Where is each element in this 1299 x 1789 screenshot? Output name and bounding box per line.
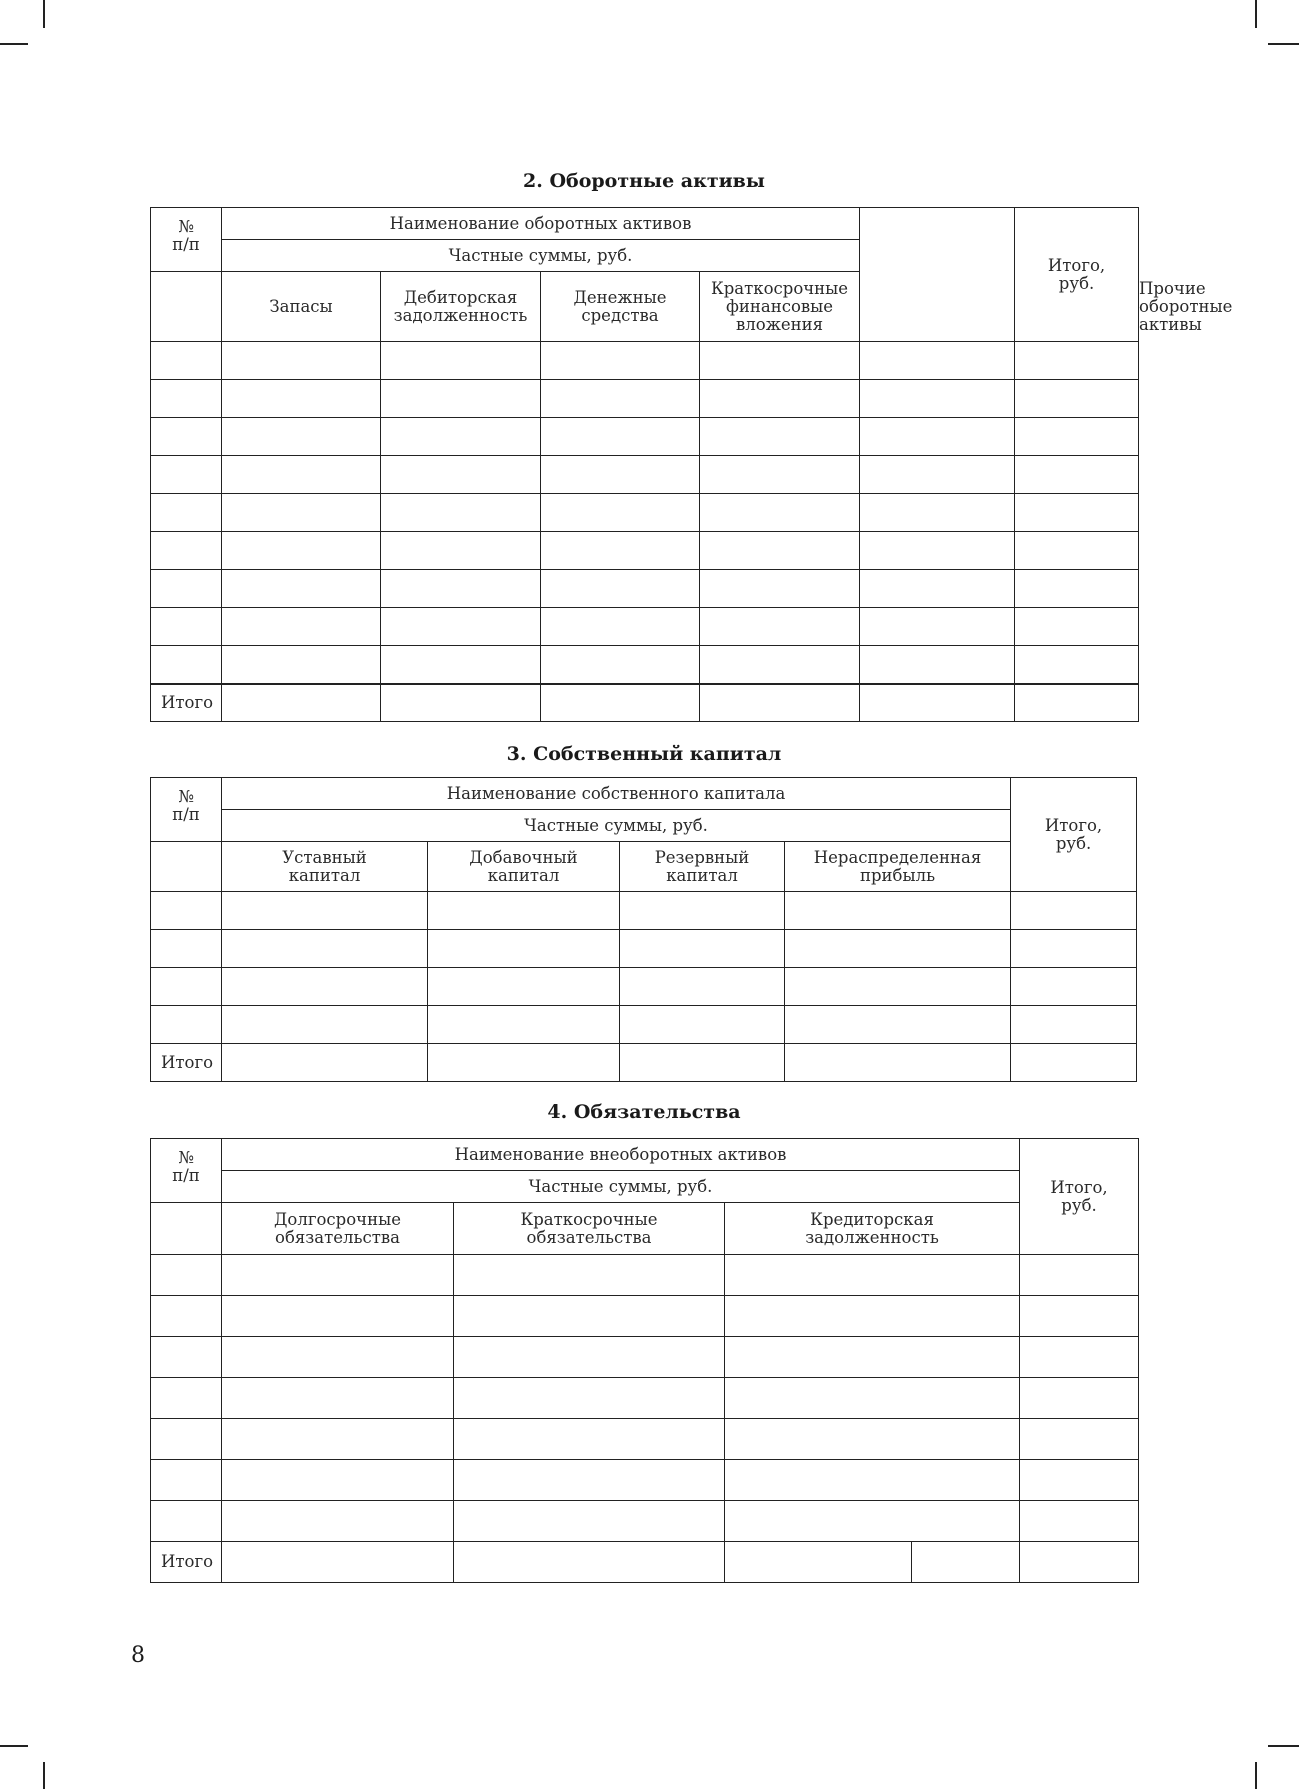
- input-cell[interactable]: [700, 494, 860, 532]
- row-number-cell[interactable]: [151, 608, 222, 646]
- input-cell[interactable]: [1011, 1006, 1137, 1044]
- input-cell[interactable]: [725, 1542, 912, 1583]
- section-title: 2. Оборотные активы: [523, 170, 765, 192]
- row-number-cell[interactable]: [151, 418, 222, 456]
- input-cell[interactable]: [700, 684, 860, 722]
- input-cell[interactable]: [785, 930, 1011, 968]
- input-cell[interactable]: [381, 646, 541, 684]
- input-cell[interactable]: [541, 342, 700, 380]
- input-cell[interactable]: [222, 380, 381, 418]
- row-number-cell[interactable]: [151, 1501, 222, 1542]
- table-row: [151, 1296, 1139, 1337]
- input-cell[interactable]: [222, 1460, 454, 1501]
- input-cell[interactable]: [620, 930, 785, 968]
- table-row: [151, 494, 1139, 532]
- input-cell[interactable]: [1015, 684, 1139, 722]
- input-cell[interactable]: [725, 1419, 1020, 1460]
- input-cell[interactable]: [860, 570, 1015, 608]
- input-cell[interactable]: [860, 418, 1015, 456]
- crop-mark: [43, 0, 45, 28]
- input-cell[interactable]: [700, 342, 860, 380]
- input-cell[interactable]: [541, 380, 700, 418]
- liabilities-table: [150, 1138, 1139, 1583]
- liabilities-name-header: Наименование внеоборотных активов: [222, 1139, 1020, 1171]
- input-cell[interactable]: [381, 456, 541, 494]
- input-cell[interactable]: [785, 1006, 1011, 1044]
- column-header: Дебиторская задолженность: [381, 272, 541, 342]
- input-cell[interactable]: [1011, 968, 1137, 1006]
- column-header: Запасы: [222, 272, 381, 342]
- table-row: [151, 456, 1139, 494]
- input-cell[interactable]: [222, 930, 428, 968]
- blank-cell: [151, 272, 222, 342]
- input-cell[interactable]: [454, 1296, 725, 1337]
- input-cell[interactable]: [860, 532, 1015, 570]
- table-row: [151, 1378, 1139, 1419]
- row-number-cell[interactable]: [151, 1255, 222, 1296]
- table-row: [151, 1419, 1139, 1460]
- input-cell[interactable]: [454, 1460, 725, 1501]
- column-header: Нераспределенная прибыль: [785, 842, 1011, 892]
- row-number-cell[interactable]: [151, 1296, 222, 1337]
- total-header: Итого, руб.: [1020, 1139, 1139, 1255]
- input-cell[interactable]: [1020, 1501, 1139, 1542]
- input-cell[interactable]: [1015, 646, 1139, 684]
- row-number-cell[interactable]: [151, 968, 222, 1006]
- equity-name-header: Наименование собственного капитала: [222, 778, 1011, 810]
- input-cell[interactable]: [700, 608, 860, 646]
- row-number-header: № п/п: [151, 1139, 222, 1203]
- input-cell[interactable]: [725, 1378, 1020, 1419]
- crop-mark: [1268, 43, 1299, 45]
- input-cell[interactable]: [725, 1337, 1020, 1378]
- input-cell[interactable]: [222, 1337, 454, 1378]
- crop-mark: [0, 43, 28, 45]
- input-cell[interactable]: [541, 646, 700, 684]
- assets-name-header: Наименование оборотных активов: [222, 208, 860, 240]
- row-number-cell[interactable]: [151, 1006, 222, 1044]
- input-cell[interactable]: [428, 1006, 620, 1044]
- total-row: [151, 1542, 1139, 1583]
- input-cell[interactable]: [1015, 494, 1139, 532]
- table-row: [151, 1255, 1139, 1296]
- input-cell[interactable]: [454, 1419, 725, 1460]
- input-cell[interactable]: [381, 570, 541, 608]
- table-row: [151, 532, 1139, 570]
- input-cell[interactable]: [428, 968, 620, 1006]
- input-cell[interactable]: [620, 1006, 785, 1044]
- row-number-cell[interactable]: [151, 380, 222, 418]
- column-header: Краткосрочные финансовые вложения: [700, 272, 860, 342]
- input-cell[interactable]: [725, 1296, 1020, 1337]
- input-cell[interactable]: [428, 1044, 620, 1082]
- partial-sums-header: Частные суммы, руб.: [222, 810, 1011, 842]
- input-cell[interactable]: [700, 418, 860, 456]
- input-cell[interactable]: [222, 1419, 454, 1460]
- column-header: Краткосрочные обязательства: [454, 1203, 725, 1255]
- table-row: [151, 1460, 1139, 1501]
- input-cell[interactable]: [1011, 892, 1137, 930]
- input-cell[interactable]: [428, 892, 620, 930]
- table-row: [151, 930, 1137, 968]
- input-cell[interactable]: [222, 570, 381, 608]
- input-cell[interactable]: [700, 456, 860, 494]
- row-number-cell[interactable]: [151, 1460, 222, 1501]
- input-cell[interactable]: [700, 570, 860, 608]
- input-cell[interactable]: [1015, 532, 1139, 570]
- blank-rows: [151, 342, 1139, 684]
- input-cell[interactable]: [860, 456, 1015, 494]
- table-row: [151, 1501, 1139, 1542]
- input-cell[interactable]: [1020, 1542, 1139, 1583]
- section-title: 3. Собственный капитал: [506, 743, 782, 765]
- current-assets-table: № п/п Наименование оборотных активов Итого, руб. Частные суммы, руб. Запасы Дебиторская задолженность Денежные средства Краткосрочные финансовые вложения Прочие оборотные активы Итого: [150, 207, 1139, 722]
- table-row: [151, 570, 1139, 608]
- total-header: Итого, руб.: [1011, 778, 1137, 892]
- input-cell[interactable]: [381, 494, 541, 532]
- total-row-label: Итого: [151, 1542, 222, 1583]
- total-row-label: Итого: [151, 1044, 222, 1082]
- input-cell[interactable]: [222, 684, 381, 722]
- row-number-cell[interactable]: [151, 1419, 222, 1460]
- equity-table: [150, 777, 1137, 1082]
- total-row: [151, 1044, 1137, 1082]
- table-row: [151, 1006, 1137, 1044]
- input-cell[interactable]: [222, 456, 381, 494]
- input-cell[interactable]: [381, 342, 541, 380]
- input-cell[interactable]: [725, 1255, 1020, 1296]
- input-cell[interactable]: [541, 456, 700, 494]
- table-row: [151, 1337, 1139, 1378]
- column-header: Кредиторская задолженность: [725, 1203, 1020, 1255]
- input-cell[interactable]: [454, 1378, 725, 1419]
- input-cell[interactable]: [454, 1337, 725, 1378]
- row-number-cell[interactable]: [151, 930, 222, 968]
- row-number-cell[interactable]: [151, 646, 222, 684]
- input-cell[interactable]: [1015, 608, 1139, 646]
- input-cell[interactable]: [1020, 1460, 1139, 1501]
- input-cell[interactable]: [725, 1460, 1020, 1501]
- crop-mark: [43, 1762, 45, 1789]
- partial-sums-header: Частные суммы, руб.: [222, 240, 860, 272]
- input-cell[interactable]: [454, 1255, 725, 1296]
- row-number-header: № п/п: [151, 208, 222, 272]
- partial-sums-header: Частные суммы, руб.: [222, 1171, 1020, 1203]
- table-row: [151, 342, 1139, 380]
- column-header: Резервный капитал: [620, 842, 785, 892]
- column-header: Долгосрочные обязательства: [222, 1203, 454, 1255]
- input-cell[interactable]: [860, 342, 1015, 380]
- input-cell[interactable]: [222, 1501, 454, 1542]
- row-number-cell[interactable]: [151, 570, 222, 608]
- blank-rows: [151, 1255, 1139, 1542]
- input-cell[interactable]: [620, 892, 785, 930]
- input-cell[interactable]: [222, 342, 381, 380]
- table-row: [151, 418, 1139, 456]
- row-number-cell[interactable]: [151, 456, 222, 494]
- input-cell[interactable]: [541, 570, 700, 608]
- input-cell[interactable]: [222, 1044, 428, 1082]
- input-cell[interactable]: [222, 608, 381, 646]
- column-header: Уставный капитал: [222, 842, 428, 892]
- input-cell[interactable]: [381, 418, 541, 456]
- input-cell[interactable]: [1020, 1337, 1139, 1378]
- input-cell[interactable]: [454, 1501, 725, 1542]
- input-cell[interactable]: [860, 380, 1015, 418]
- input-cell[interactable]: [454, 1542, 725, 1583]
- input-cell[interactable]: [222, 968, 428, 1006]
- page-number: 8: [131, 1643, 145, 1668]
- input-cell[interactable]: [1020, 1378, 1139, 1419]
- input-cell[interactable]: [381, 532, 541, 570]
- input-cell[interactable]: [541, 418, 700, 456]
- input-cell[interactable]: [620, 1044, 785, 1082]
- input-cell[interactable]: [860, 494, 1015, 532]
- input-cell[interactable]: [541, 532, 700, 570]
- input-cell[interactable]: [222, 532, 381, 570]
- row-number-cell[interactable]: [151, 1337, 222, 1378]
- input-cell[interactable]: [1015, 342, 1139, 380]
- input-cell[interactable]: [860, 684, 1015, 722]
- input-cell[interactable]: [912, 1542, 1020, 1583]
- row-number-cell[interactable]: [151, 1378, 222, 1419]
- input-cell[interactable]: [785, 1044, 1011, 1082]
- row-number-cell[interactable]: [151, 494, 222, 532]
- row-number-cell[interactable]: [151, 892, 222, 930]
- input-cell[interactable]: [1011, 930, 1137, 968]
- table-row: [151, 968, 1137, 1006]
- input-cell[interactable]: [541, 608, 700, 646]
- input-cell[interactable]: [222, 892, 428, 930]
- input-cell[interactable]: [1020, 1296, 1139, 1337]
- table-row: [151, 608, 1139, 646]
- total-header: Итого, руб.: [1015, 208, 1139, 342]
- input-cell[interactable]: [700, 646, 860, 684]
- input-cell[interactable]: [860, 646, 1015, 684]
- section-title: 4. Обязательства: [547, 1101, 741, 1123]
- column-header: Денежные средства: [541, 272, 700, 342]
- total-row: [151, 684, 1139, 722]
- input-cell[interactable]: [860, 608, 1015, 646]
- table-row: [151, 380, 1139, 418]
- blank-cell: [151, 1203, 222, 1255]
- row-number-cell[interactable]: [151, 532, 222, 570]
- blank-rows: [151, 892, 1137, 1044]
- input-cell[interactable]: [541, 684, 700, 722]
- column-header: Добавочный капитал: [428, 842, 620, 892]
- input-cell[interactable]: [222, 1378, 454, 1419]
- blank-cell: [151, 842, 222, 892]
- header-blank: [860, 208, 1015, 342]
- crop-mark: [0, 1745, 28, 1747]
- input-cell[interactable]: [381, 684, 541, 722]
- row-number-header: № п/п: [151, 778, 222, 842]
- total-row-label: Итого: [151, 684, 222, 722]
- row-number-cell[interactable]: [151, 342, 222, 380]
- input-cell[interactable]: [700, 380, 860, 418]
- input-cell[interactable]: [725, 1501, 1020, 1542]
- input-cell[interactable]: [222, 646, 381, 684]
- table-row: [151, 892, 1137, 930]
- input-cell[interactable]: [1015, 456, 1139, 494]
- table-row: [151, 646, 1139, 684]
- crop-mark: [1255, 0, 1257, 28]
- input-cell[interactable]: [222, 494, 381, 532]
- input-cell[interactable]: [1020, 1255, 1139, 1296]
- input-cell[interactable]: [1011, 1044, 1137, 1082]
- input-cell[interactable]: [1020, 1419, 1139, 1460]
- crop-mark: [1268, 1745, 1299, 1747]
- input-cell[interactable]: [428, 930, 620, 968]
- input-cell[interactable]: [381, 380, 541, 418]
- input-cell[interactable]: [222, 1542, 454, 1583]
- input-cell[interactable]: [1015, 570, 1139, 608]
- input-cell[interactable]: [222, 418, 381, 456]
- input-cell[interactable]: [1015, 380, 1139, 418]
- input-cell[interactable]: [785, 892, 1011, 930]
- input-cell[interactable]: [541, 494, 700, 532]
- input-cell[interactable]: [222, 1255, 454, 1296]
- input-cell[interactable]: [222, 1006, 428, 1044]
- input-cell[interactable]: [222, 1296, 454, 1337]
- input-cell[interactable]: [381, 608, 541, 646]
- input-cell[interactable]: [785, 968, 1011, 1006]
- input-cell[interactable]: [700, 532, 860, 570]
- input-cell[interactable]: [620, 968, 785, 1006]
- crop-mark: [1255, 1762, 1257, 1789]
- input-cell[interactable]: [1015, 418, 1139, 456]
